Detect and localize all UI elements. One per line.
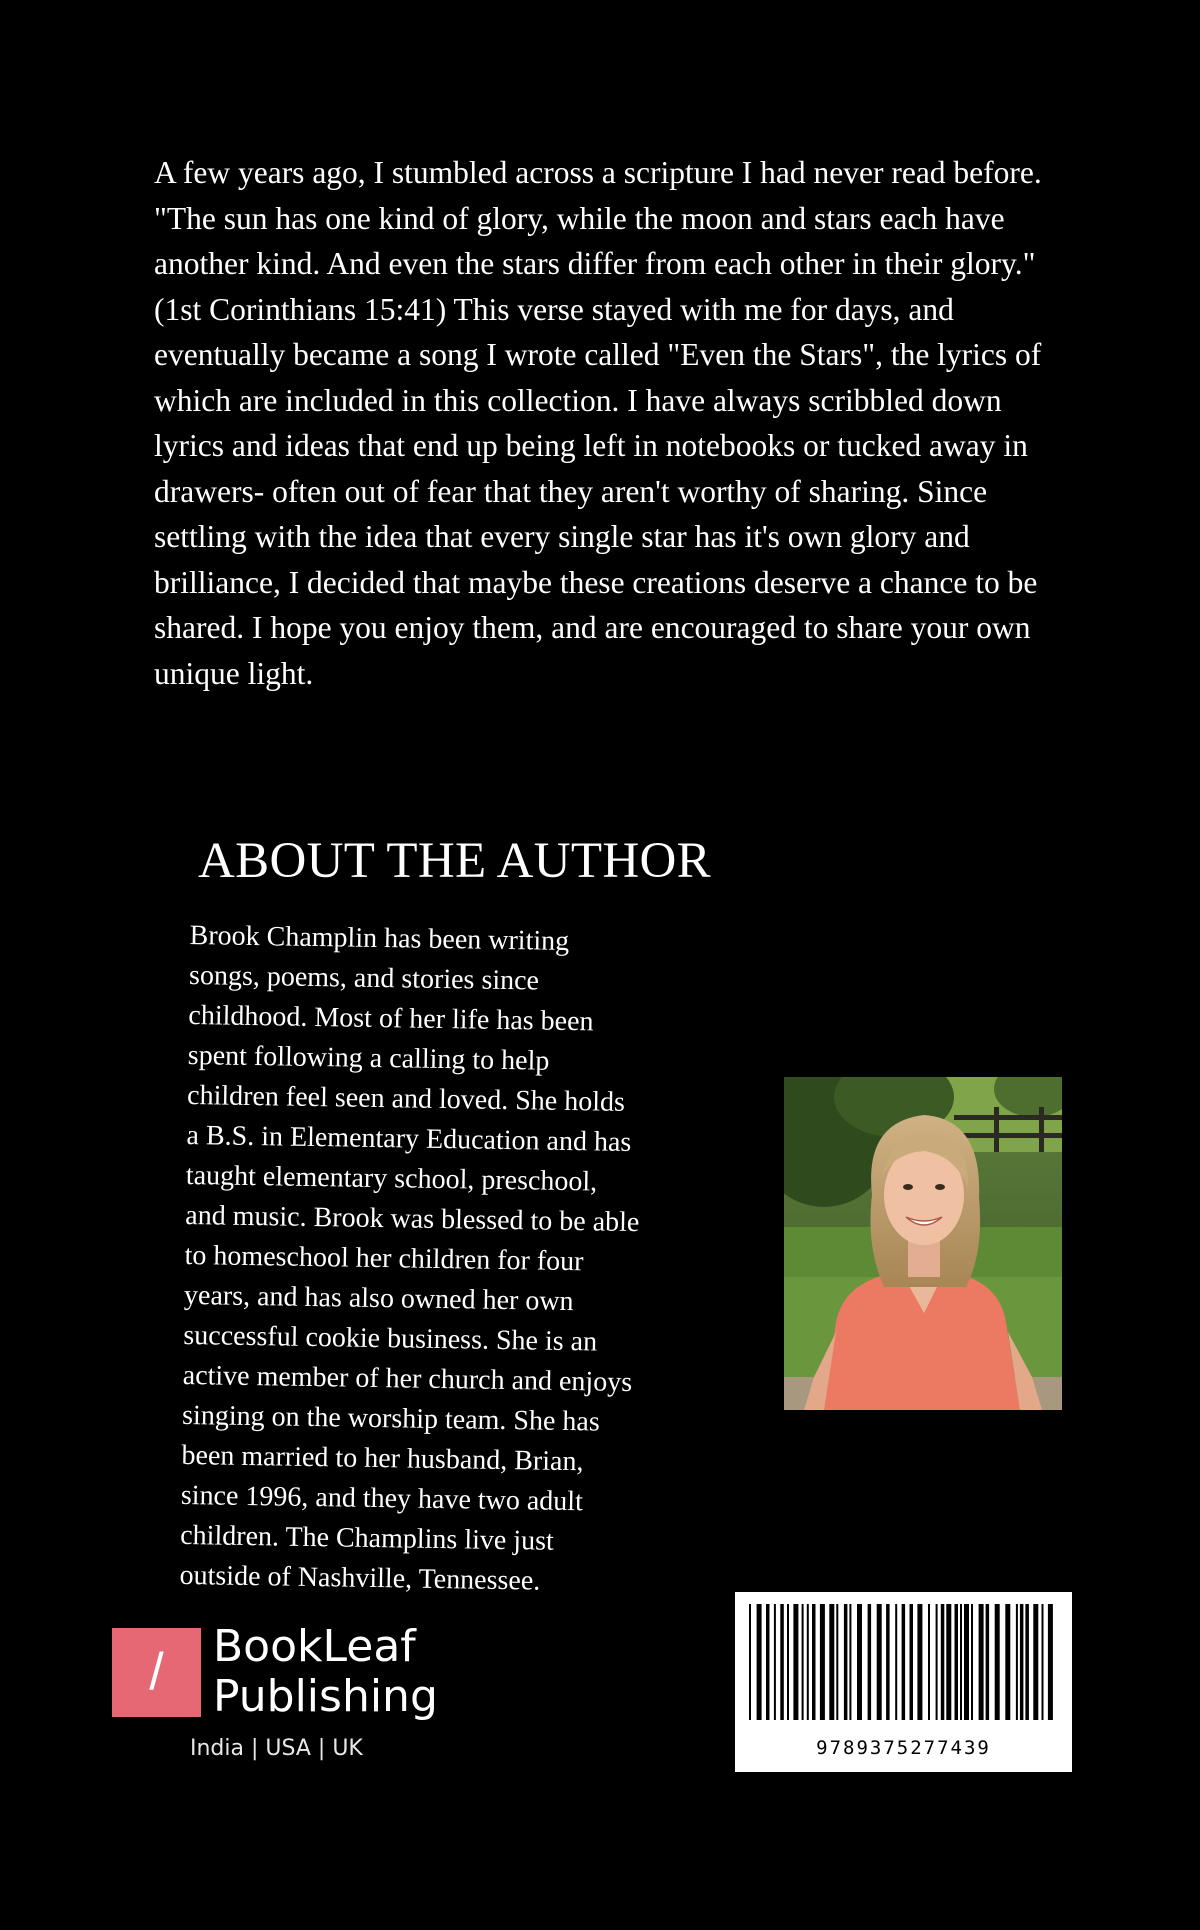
bio-line: successful cookie business. She is an — [183, 1319, 598, 1358]
barcode-bar — [917, 1604, 922, 1720]
barcode-bar — [844, 1604, 848, 1720]
barcode-bar — [971, 1604, 973, 1720]
bio-line: songs, poems, and stories since — [188, 959, 540, 997]
barcode-bar — [868, 1604, 872, 1720]
author-bio — [179, 916, 700, 1604]
bio-line: a B.S. in Elementary Education and has — [186, 1119, 632, 1158]
barcode-bar — [946, 1604, 951, 1720]
barcode-bar — [802, 1604, 804, 1720]
barcode-bar — [774, 1604, 776, 1720]
barcode-bar — [955, 1604, 959, 1720]
bio-line: since 1996, and they have two adult — [180, 1479, 584, 1518]
publisher-regions: India | USA | UK — [190, 1736, 363, 1761]
bio-line: years, and has also owned her own — [183, 1279, 574, 1318]
bio-line: active member of her church and enjoys — [182, 1359, 633, 1398]
barcode-bar — [960, 1604, 962, 1720]
barcode-bar — [964, 1604, 969, 1720]
barcode-bar — [941, 1604, 945, 1720]
barcode-bar — [757, 1604, 762, 1720]
barcode-bar — [1005, 1604, 1010, 1720]
barcode-bar — [780, 1604, 784, 1720]
barcode-bar — [849, 1604, 851, 1720]
bio-line: Brook Champlin has been writing — [189, 919, 570, 957]
about-author-heading: ABOUT THE AUTHOR — [198, 833, 711, 889]
bio-line: taught elementary school, preschool, — [185, 1159, 598, 1198]
bio-line: spent following a calling to help — [187, 1039, 550, 1077]
barcode-bars — [735, 1592, 1072, 1732]
barcode-bar — [1048, 1604, 1053, 1720]
publisher-name-line2: Publishing — [213, 1671, 438, 1722]
cover-blurb: A few years ago, I stumbled across a scripture I had never read before. "The sun has one kind of glory, while the moon and stars each have another kind. And even the stars differ from each other in their glory." (1st Corinthians 15:41) This verse stayed with me for days, and eventually became a song I wrote called "Even the Stars", the lyrics of which are included in this collection. I have always scribbled down lyrics and ideas that end up being left in notebooks or tucked away in drawers- often out of fear that they aren't worthy of sharing. Since settling with the idea that every single star has it's own glory and brilliance, I decided that maybe these creations deserve a chance to be shared. I hope you enjoy them, and are encouraged to share your own unique light. — [154, 155, 1042, 691]
slash-icon: / — [149, 1643, 164, 1701]
barcode-bar — [749, 1604, 751, 1720]
author-photo — [784, 1077, 1062, 1410]
barcode-bar — [1033, 1604, 1038, 1720]
publisher-name-line1: BookLeaf — [213, 1621, 416, 1672]
barcode-bar — [877, 1604, 882, 1720]
barcode-bar — [836, 1604, 838, 1720]
isbn-number: 9789375277439 — [816, 1737, 991, 1759]
bio-line: been married to her husband, Brian, — [181, 1439, 584, 1478]
bio-line: and music. Brook was blessed to be able — [185, 1199, 640, 1239]
barcode-bar — [820, 1604, 825, 1720]
barcode-bar — [829, 1604, 834, 1720]
barcode-bar — [807, 1604, 809, 1720]
barcode-bar — [928, 1604, 930, 1720]
barcode-bar — [886, 1604, 890, 1720]
barcode-bar — [787, 1604, 789, 1720]
barcode-bar — [995, 1604, 1000, 1720]
barcode-bar — [1025, 1604, 1029, 1720]
barcode-bar — [1016, 1604, 1018, 1720]
barcode-bar — [902, 1604, 906, 1720]
barcode-bar — [1042, 1604, 1044, 1720]
isbn-barcode — [735, 1592, 1072, 1772]
barcode-bar — [936, 1604, 938, 1720]
barcode-bar — [766, 1604, 770, 1720]
barcode-bar — [895, 1604, 897, 1720]
bio-line: singing on the worship team. She has — [181, 1399, 600, 1438]
barcode-bar — [979, 1604, 984, 1720]
barcode-bar — [793, 1604, 798, 1720]
bio-line: childhood. Most of her life has been — [188, 999, 594, 1038]
bio-line: children. The Champlins live just — [180, 1519, 555, 1557]
bio-line: outside of Nashville, Tennessee. — [179, 1559, 541, 1597]
barcode-bar — [812, 1604, 816, 1720]
barcode-bar — [910, 1604, 914, 1720]
bio-line: children feel seen and loved. She holds — [186, 1079, 626, 1118]
barcode-bar — [1020, 1604, 1024, 1720]
bio-line: to homeschool her children for four — [184, 1239, 584, 1278]
barcode-bar — [986, 1604, 990, 1720]
barcode-bar — [857, 1604, 862, 1720]
publisher-name — [213, 1622, 438, 1722]
